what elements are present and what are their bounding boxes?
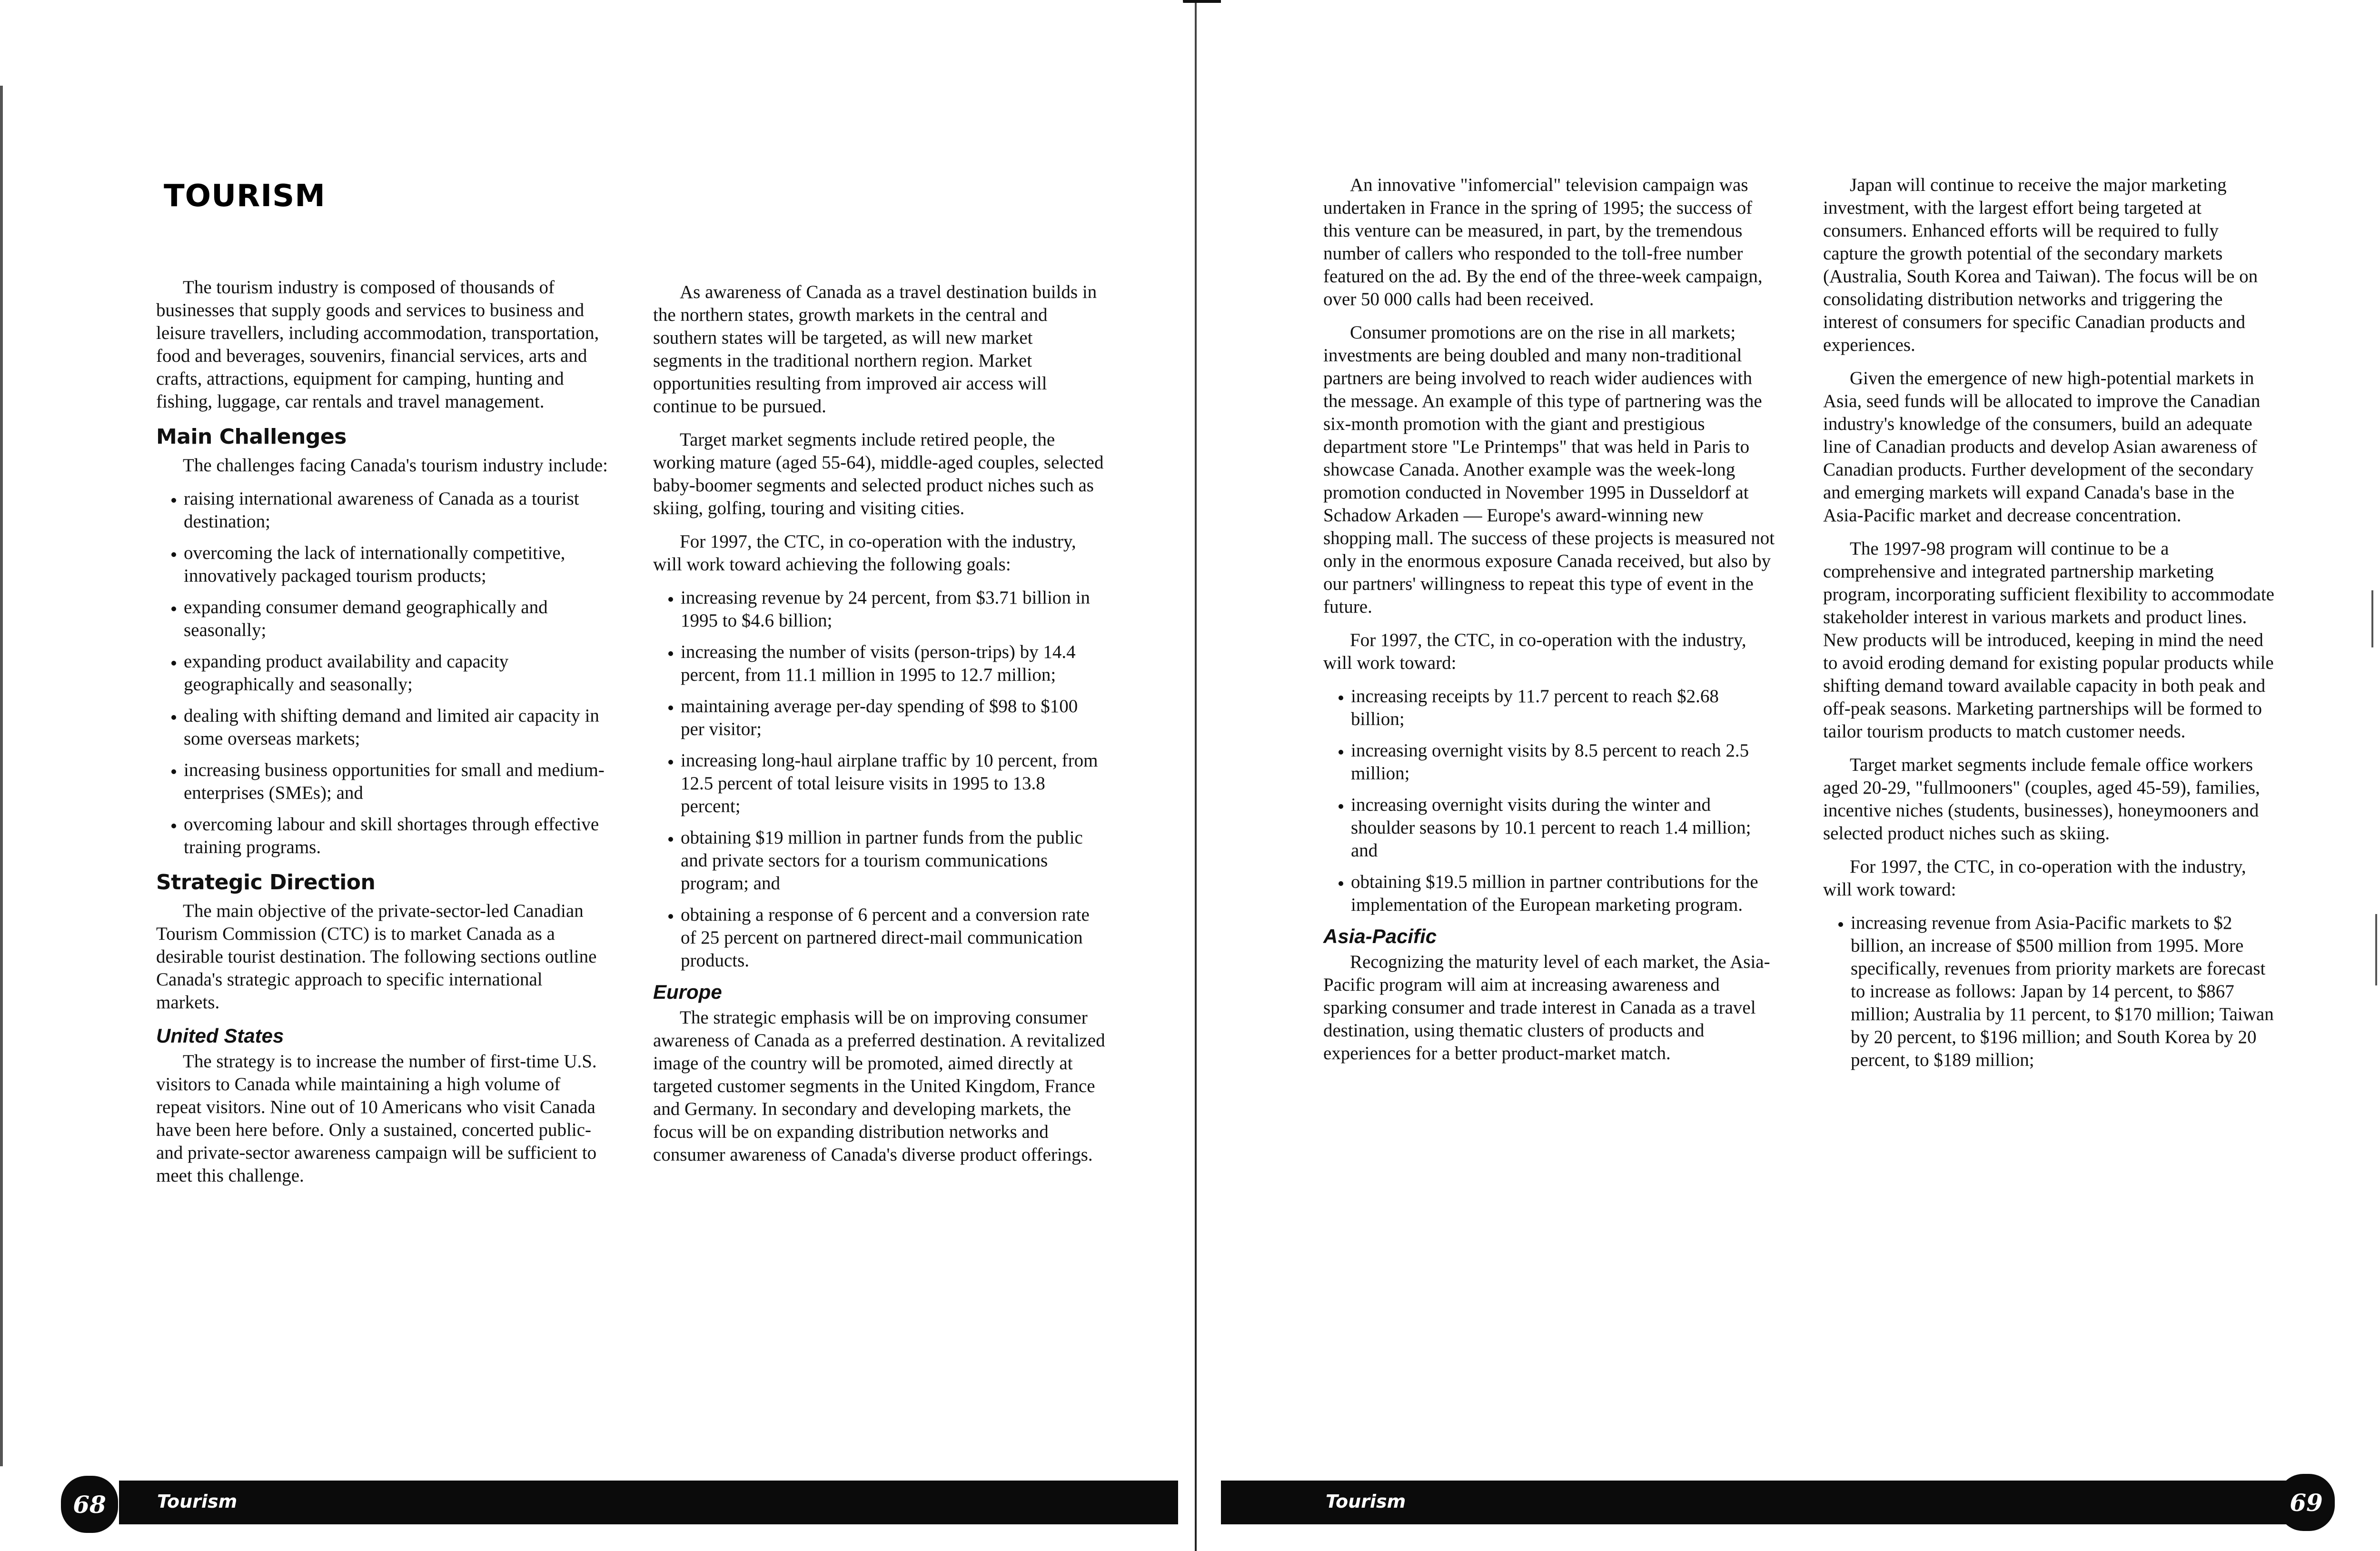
list-item: • maintaining average per-day spending of $98 to $100 per visitor; <box>681 695 1105 741</box>
list-item: • increasing long-haul airplane traffic by 10 percent, from 12.5 percent of total leisure visits in 1995 to 13.8 percent; <box>681 749 1105 818</box>
united-states-heading: United States <box>156 1024 284 1047</box>
list-item: • increasing receipts by 11.7 percent to reach $2.68 billion; <box>1351 685 1775 731</box>
left-column-1 <box>156 276 608 1198</box>
europe-goals-lead: For 1997, the CTC, in co-operation with the industry, will work toward: <box>1323 630 1746 673</box>
list-item: • obtaining a response of 6 percent and a conversion rate of 25 percent on partnered direct-mail communication products. <box>681 904 1105 972</box>
asia-pacific-goals-list <box>1823 912 2275 1072</box>
united-states-paragraph-2: As awareness of Canada as a travel destination builds in the northern states, growth markets in the central and southern states will be targeted, as will new market segments in the traditional northern region. Market opportunities resulting from improved air access will continue to be pursued. <box>653 282 1097 417</box>
list-item: • obtaining $19.5 million in partner contributions for the implementation of the European marketing program. <box>1351 871 1775 916</box>
list-item: • increasing revenue from Asia-Pacific markets to $2 billion, an increase of $500 million from 1995. More specifically, revenues from priority markets are forecast to increase as follows: Japan by 14 percent, to $867 million; Australia by 11 percent, to $170 million; Taiwan by 20 percent, to $196 million; and South Korea by 20 percent, to $189 million; <box>1851 912 2275 1072</box>
right-column-2 <box>1823 174 2275 1080</box>
scan-edge-mark-2 <box>2375 914 2377 985</box>
scan-edge-left <box>0 86 3 1466</box>
scan-edge-mark-1 <box>2371 590 2373 647</box>
list-item: • overcoming the lack of internationally competitive, innovatively packaged tourism products; <box>184 542 608 587</box>
page-gutter <box>1195 0 1197 1551</box>
page-number: 68 <box>73 1490 106 1519</box>
page-number-badge <box>61 1476 118 1533</box>
page-number-badge <box>2278 1474 2335 1531</box>
asia-pacific-paragraph-2: Japan will continue to receive the major marketing investment, with the largest effort being targeted at consumers. Enhanced efforts will be required to fully capture the growth potential of the secondary markets (Australia, South Korea and Taiwan). The focus will be on consolidating distribution networks and triggering the interest of consumers for specific Canadian products and experiences. <box>1823 175 2258 355</box>
right-column-1 <box>1323 174 1775 1075</box>
list-item: • increasing revenue by 24 percent, from $3.71 billion in 1995 to $4.6 billion; <box>681 587 1105 632</box>
asia-pacific-heading: Asia-Pacific <box>1323 925 1437 947</box>
list-item: • overcoming labour and skill shortages through effective training programs. <box>184 813 608 859</box>
list-item: • obtaining $19 million in partner funds from the public and private sectors for a tourism communications program; and <box>681 826 1105 895</box>
main-challenges-lead: The challenges facing Canada's tourism industry include: <box>183 455 608 476</box>
asia-pacific-paragraph-4: The 1997-98 program will continue to be a comprehensive and integrated partnership marketing program, incorporating sufficient flexibility to accommodate stakeholder interest in various markets and product lines. New products will be introduced, keeping in mind the need to avoid eroding demand for existing popular products while shifting demand toward available capacity in both peak and off-peak seasons. Marketing partnerships will be formed to tailor tourism products to match customer needs. <box>1823 538 2274 742</box>
list-item: • increasing the number of visits (person-trips) by 14.4 percent, from 11.1 million in 1995 to 12.7 million; <box>681 641 1105 686</box>
list-item: • increasing overnight visits by 8.5 percent to reach 2.5 million; <box>1351 739 1775 785</box>
asia-pacific-goals-lead: For 1997, the CTC, in co-operation with the industry, will work toward: <box>1823 856 2246 900</box>
main-challenges-list <box>156 487 608 859</box>
list-item: • dealing with shifting demand and limited air capacity in some overseas markets; <box>184 705 608 750</box>
strategic-direction-heading: Strategic Direction <box>156 870 376 895</box>
list-item: • increasing business opportunities for small and medium-enterprises (SMEs); and <box>184 759 608 805</box>
list-item: • raising international awareness of Canada as a tourist destination; <box>184 487 608 533</box>
list-item: • expanding product availability and capacity geographically and seasonally; <box>184 650 608 696</box>
united-states-goals-list <box>653 587 1105 972</box>
united-states-goals-lead: For 1997, the CTC, in co-operation with the industry, will work toward achieving the following goals: <box>653 531 1076 575</box>
list-item: • increasing overnight visits during the winter and shoulder seasons by 10.1 percent to reach 1.4 million; and <box>1351 794 1775 862</box>
europe-paragraph-3: Consumer promotions are on the rise in all markets; investments are being doubled and many non-traditional partners are being involved to reach wider audiences with the message. An example of this type of partnering was the six-month promotion with the giant and prestigious department store "Le Printemps" that was held in Paris to showcase Canada. Another example was the week-long promotion conducted in November 1995 in Dusseldorf at Schadow Arkaden — Europe's award-winning new shopping mall. The success of these projects is measured not only in the enormous exposure Canada received, but also by our partners' willingness to repeat this type of event in the future. <box>1323 322 1775 617</box>
page-curl-mark <box>1183 0 1221 17</box>
asia-pacific-paragraph-1: Recognizing the maturity level of each market, the Asia-Pacific program will aim at increasing awareness and sparking consumer and trade interest in Canada as a travel destination, using thematic clusters of products and experiences for a better product-market match. <box>1323 952 1770 1064</box>
footer-bar-left <box>119 1481 1178 1524</box>
europe-heading: Europe <box>653 981 722 1003</box>
asia-pacific-paragraph-3: Given the emergence of new high-potential markets in Asia, seed funds will be allocated to improve the Canadian industry's knowledge of the consumers, build an adequate line of Canadian products and develop Asian awareness of Canadian products. Further development of the secondary and emerging markets will expand Canada's base in the Asia-Pacific market and decrease concentration. <box>1823 368 2261 526</box>
europe-paragraph-2: An innovative "infomercial" television campaign was undertaken in France in the spring of 1995; the success of this venture can be measured, in part, by the tremendous number of callers who responded to the toll-free number featured on the ad. By the end of the three-week campaign, over 50 000 calls had been received. <box>1323 175 1763 309</box>
list-item: • expanding consumer demand geographically and seasonally; <box>184 596 608 642</box>
europe-goals-list <box>1323 685 1775 916</box>
page-number: 69 <box>2290 1488 2323 1517</box>
asia-pacific-paragraph-5: Target market segments include female office workers aged 20-29, "fullmooners" (couples, aged 45-59), families, incentive niches (students, businesses), honeymooners and selected product niches such as skiing. <box>1823 755 2260 844</box>
strategic-direction-paragraph: The main objective of the private-sector-led Canadian Tourism Commission (CTC) is to market Canada as a desirable tourist destination. The following sections outline Canada's strategic approach to specific international markets. <box>156 901 597 1013</box>
united-states-paragraph-1: The strategy is to increase the number of first-time U.S. visitors to Canada while maintaining a high volume of repeat visitors. Nine out of 10 Americans who visit Canada have been here before. Only a sustained, concerted public- and private-sector awareness campaign will be sufficient to meet this challenge. <box>156 1051 597 1186</box>
europe-paragraph-1: The strategic emphasis will be on improving consumer awareness of Canada as a preferred destination. A revitalized image of the country will be promoted, aimed directly at targeted customer segments in the United Kingdom, France and Germany. In secondary and developing markets, the focus will be on expanding distribution networks and consumer awareness of Canada's diverse product offerings. <box>653 1007 1105 1165</box>
united-states-paragraph-3: Target market segments include retired people, the working mature (aged 55-64), middle-aged couples, selected baby-boomer segments and selected product niches such as skiing, golfing, touring and visiting cities. <box>653 429 1104 518</box>
left-column-2 <box>653 281 1105 1177</box>
footer-bar-right <box>1221 1481 2292 1524</box>
footer-section-label: Tourism <box>1326 1491 1406 1512</box>
main-challenges-heading: Main Challenges <box>156 425 347 449</box>
intro-paragraph: The tourism industry is composed of thousands of businesses that supply goods and services to business and leisure travellers, including accommodation, transportation, food and beverages, souvenirs, financial services, arts and crafts, attractions, equipment for camping, hunting and fishing, luggage, car rentals and travel management. <box>156 277 599 412</box>
footer-section-label: Tourism <box>157 1491 238 1512</box>
page-title: TOURISM <box>164 179 326 214</box>
